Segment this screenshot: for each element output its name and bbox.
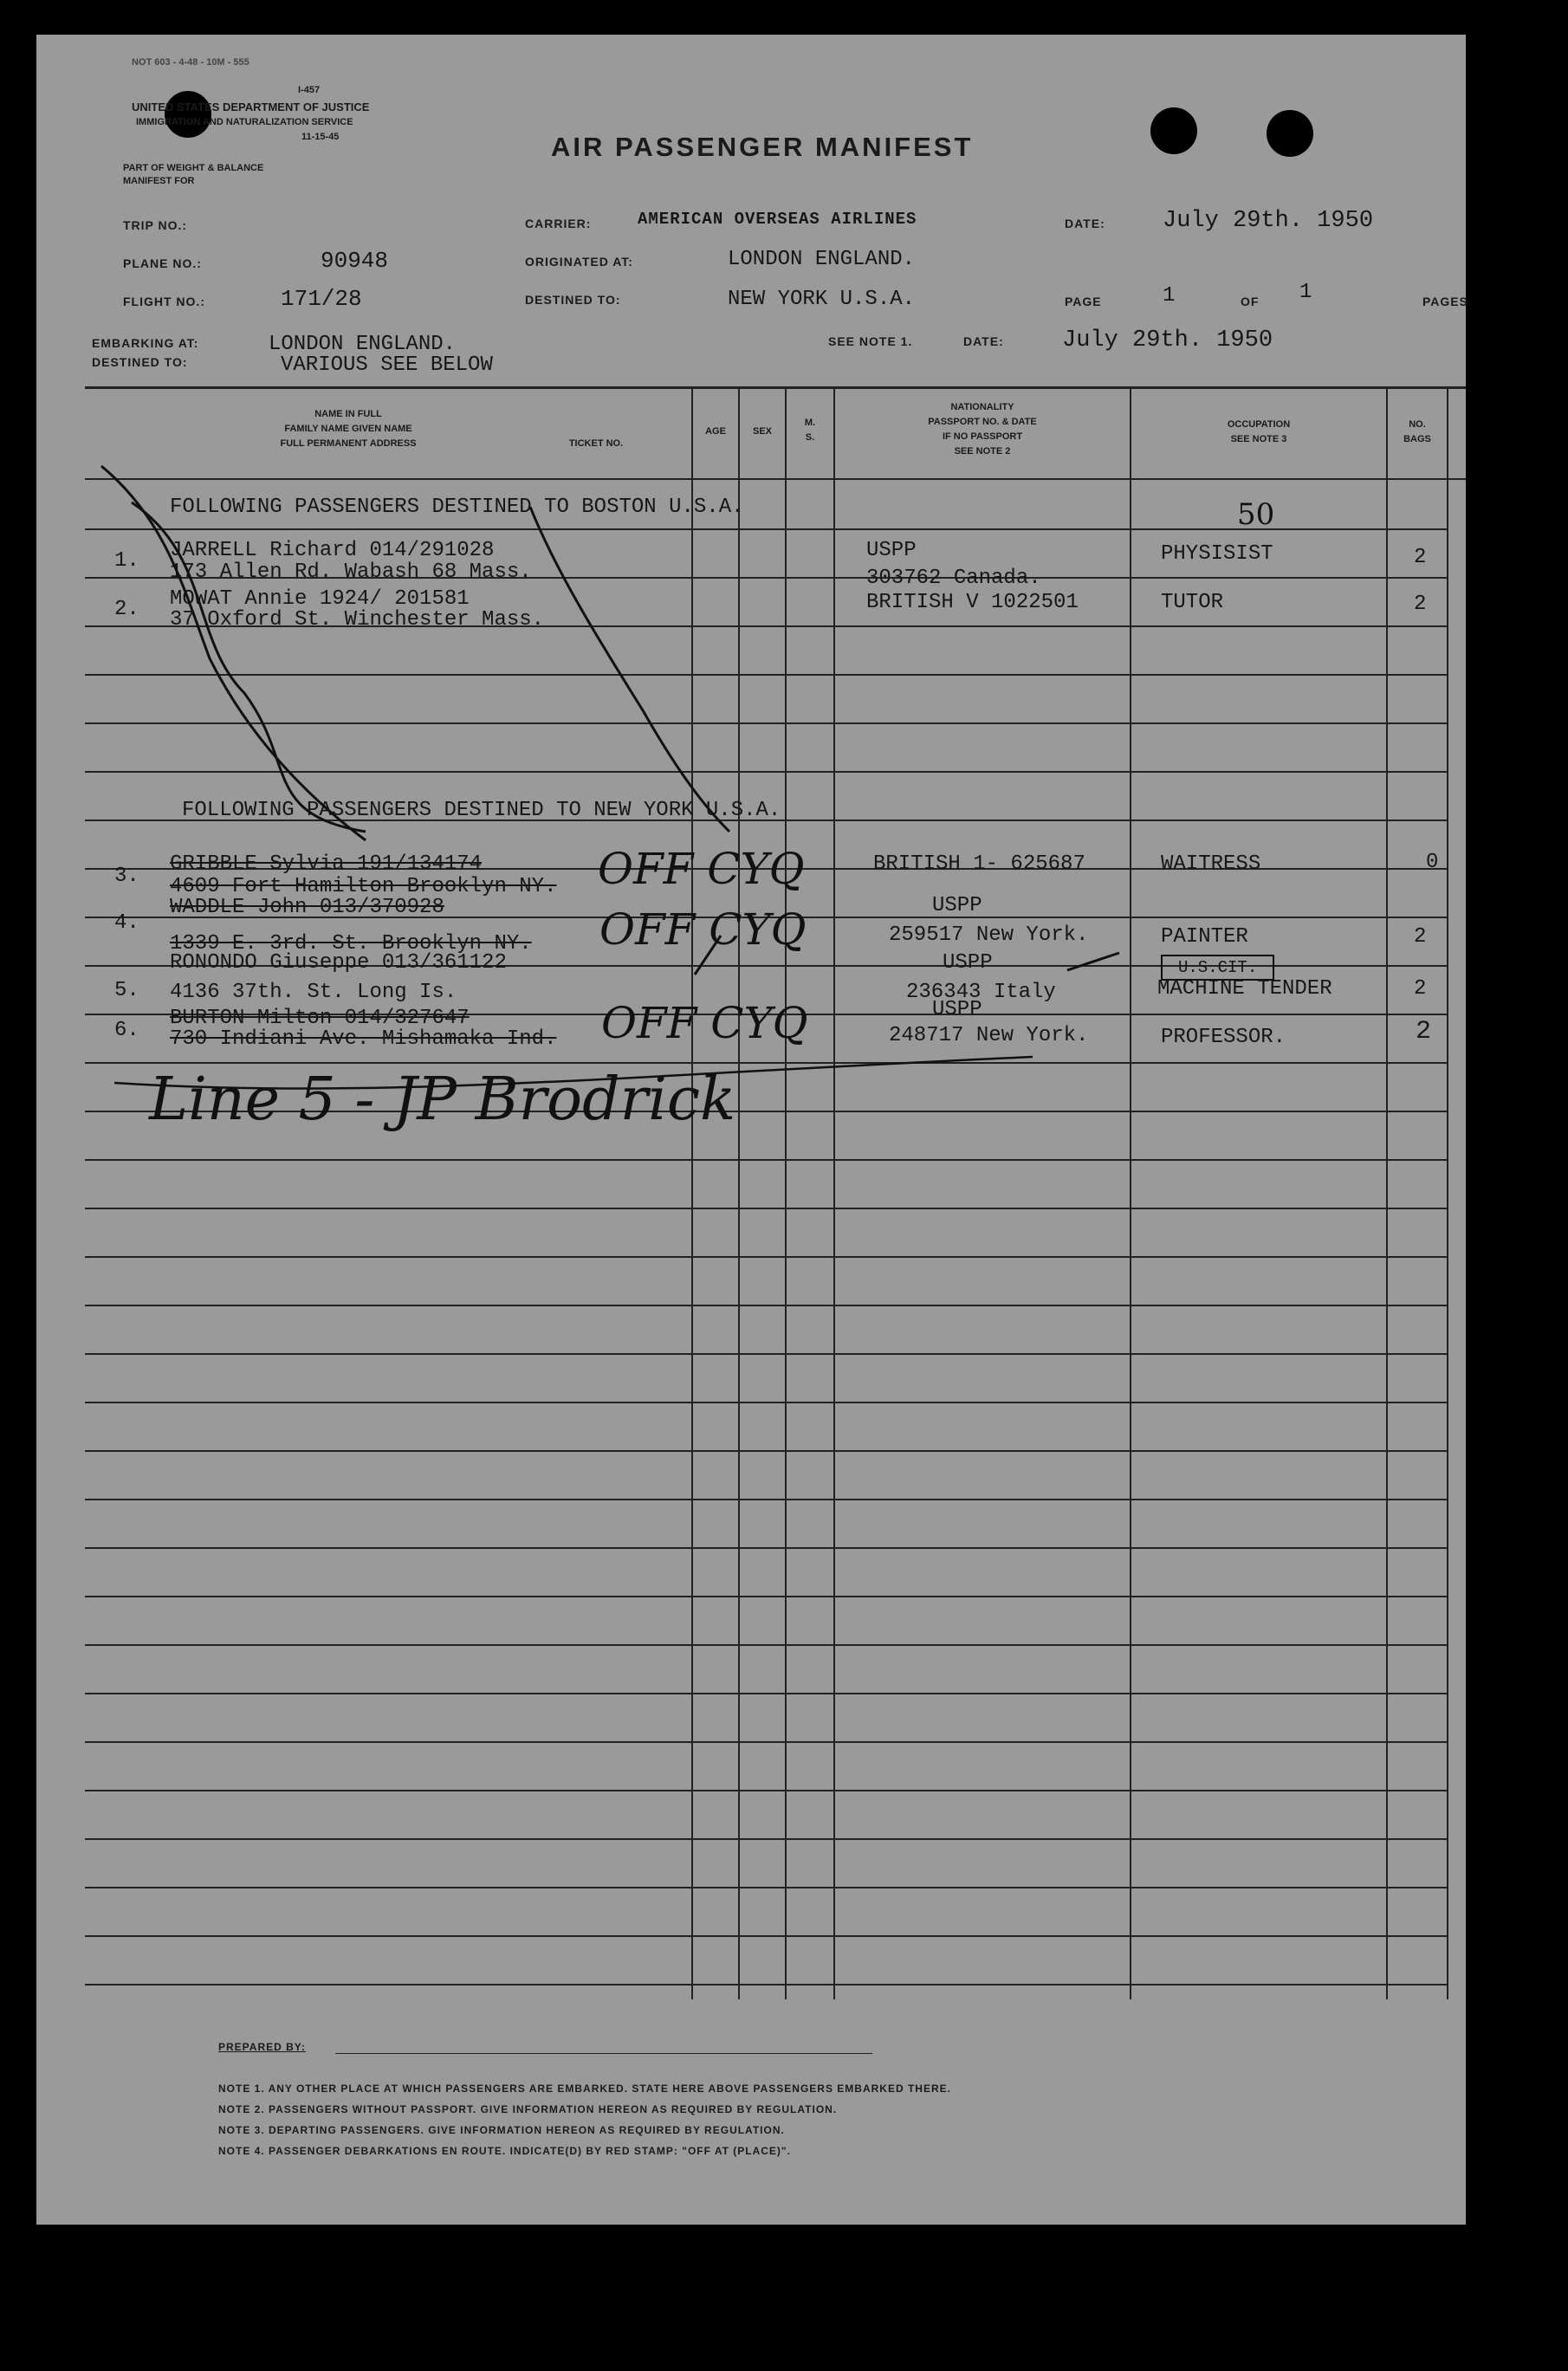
col-header-ms-line1: M. [804, 418, 816, 428]
col-header-nat-line3: IF NO PASSPORT [942, 431, 1023, 442]
embarking-at-label: EMBARKING AT: [92, 336, 199, 350]
passenger-occupation: TUTOR [1161, 591, 1224, 614]
col-header-ms [787, 416, 833, 445]
punch-hole [1150, 107, 1197, 154]
col-divider-age [691, 386, 693, 1999]
date2-label: DATE: [963, 334, 1004, 348]
passenger-name: GRIBBLE Sylvia 191/134174 [170, 852, 483, 876]
boston-count: 50 [1237, 497, 1275, 532]
note-3: NOTE 3. DEPARTING PASSENGERS. GIVE INFORMATION HEREON AS REQUIRED BY REGULATION. [218, 2124, 785, 2136]
passenger-address: 730 Indiani Ave. Mishamaka Ind. [170, 1027, 557, 1051]
passenger-num: 1. [114, 549, 139, 573]
passenger-address: 4136 37th. St. Long Is. [170, 981, 457, 1004]
flight-no-value: 171/28 [281, 286, 362, 312]
col-header-nat-line4: SEE NOTE 2 [954, 446, 1011, 457]
passenger-bags: 2 [1414, 977, 1427, 1001]
date-label: DATE: [1065, 217, 1105, 230]
col-header-occ-line2: SEE NOTE 3 [1230, 434, 1287, 444]
col-header-name-line1: NAME IN FULL [314, 409, 382, 419]
department-name: UNITED STATES DEPARTMENT OF JUSTICE [132, 100, 370, 113]
passenger-num: 3. [114, 865, 139, 888]
weight-balance-line1: PART OF WEIGHT & BALANCE [123, 163, 264, 173]
table-row-rule [85, 1159, 1447, 1161]
passenger-nationality: USPP [932, 894, 982, 917]
prepared-by-line [335, 2053, 872, 2054]
passenger-nationality: BRITISH V 1022501 [866, 591, 1079, 614]
note-4: NOTE 4. PASSENGER DEBARKATIONS EN ROUTE. INDICATE(D) BY RED STAMP: "OFF AT (PLACE)". [218, 2145, 791, 2157]
page-value: 1 [1163, 284, 1176, 308]
col-header-nat-line1: NATIONALITY [950, 402, 1014, 412]
originated-at-value: LONDON ENGLAND. [728, 248, 916, 271]
passenger-bags: 0 [1426, 851, 1439, 874]
table-row-rule [85, 1305, 1447, 1306]
off-stamp: OFF CYQ [598, 844, 805, 894]
passenger-num: 4. [114, 911, 139, 935]
passenger-passport: 259517 New York. [889, 923, 1089, 947]
passenger-address: 1339 E. 3rd. St. Brooklyn NY. [170, 932, 532, 956]
passenger-bags: 2 [1414, 925, 1427, 949]
passenger-num: 2. [114, 598, 139, 621]
pen-stroke [1067, 953, 1119, 970]
col-header-name [210, 407, 487, 451]
col-header-sex: SEX [752, 426, 772, 437]
passenger-nationality: BRITISH 1- 625687 [873, 852, 1085, 876]
note-2: NOTE 2. PASSENGERS WITHOUT PASSPORT. GIVE INFORMATION HEREON AS REQUIRED BY REGULATION. [218, 2103, 838, 2115]
table-row-rule [85, 1596, 1447, 1597]
pages-label: PAGES [1422, 295, 1468, 308]
table-row-rule [85, 674, 1447, 676]
us-citizen-stamp: U.S.CIT. [1161, 955, 1274, 981]
passenger-address: 4609 Fort Hamilton Brooklyn NY. [170, 875, 557, 898]
table-row-rule [85, 1208, 1447, 1209]
passenger-nationality: USPP [932, 998, 982, 1021]
pen-stroke [530, 507, 729, 832]
col-header-ms-line2: S. [805, 432, 815, 443]
see-note-label: SEE NOTE 1. [828, 334, 913, 348]
table-row-rule [85, 1499, 1447, 1500]
date2-value: July 29th. 1950 [1062, 327, 1273, 353]
table-row-rule [85, 1644, 1447, 1646]
col-divider-right [1447, 386, 1448, 1999]
col-divider-sex [738, 386, 740, 1999]
punch-hole [1267, 110, 1313, 157]
col-divider-occupation [1130, 386, 1131, 1999]
trip-no-label: TRIP NO.: [123, 218, 188, 232]
col-divider-bags [1386, 386, 1388, 1999]
of-label: OF [1241, 295, 1260, 308]
col-header-name-line3: FULL PERMANENT ADDRESS [280, 438, 417, 449]
date-value: July 29th. 1950 [1163, 208, 1374, 234]
table-row-rule [85, 1353, 1447, 1355]
originated-at-label: ORIGINATED AT: [525, 255, 633, 269]
service-name: IMMIGRATION AND NATURALIZATION SERVICE [136, 117, 353, 127]
col-header-ticket: TICKET NO. [568, 438, 624, 449]
col-header-occ-line1: OCCUPATION [1227, 419, 1291, 430]
flight-no-label: FLIGHT NO.: [123, 295, 205, 308]
col-header-nationality [835, 400, 1130, 459]
col-header-bags [1388, 418, 1447, 447]
plane-no-value: 90948 [321, 248, 389, 274]
manifest-sheet [36, 35, 1466, 2225]
carrier-label: CARRIER: [525, 217, 592, 230]
col-header-bags-line2: BAGS [1403, 434, 1431, 444]
passenger-name: MOWAT Annie 1924/ 201581 [170, 587, 470, 611]
col-divider-nationality [833, 386, 835, 1999]
passenger-passport: 303762 Canada. [866, 567, 1041, 590]
table-row-rule [85, 1402, 1447, 1403]
destined-to-2-value: VARIOUS SEE BELOW [281, 353, 493, 377]
form-date: 11-15-45 [301, 132, 340, 142]
table-row-rule [85, 1062, 1447, 1064]
passenger-bags: 2 [1416, 1017, 1432, 1046]
passenger-name: WADDLE John 013/370928 [170, 896, 444, 919]
passenger-occupation: PHYSISIST [1161, 542, 1273, 566]
passenger-bags: 2 [1414, 593, 1427, 616]
passenger-passport: 248717 New York. [889, 1024, 1089, 1047]
boston-heading: FOLLOWING PASSENGERS DESTINED TO BOSTON U.S.A. [170, 496, 744, 519]
passenger-name: BURTON Milton 014/327647 [170, 1007, 470, 1030]
passenger-occupation: MACHINE TENDER [1157, 977, 1332, 1001]
table-row-rule [85, 722, 1447, 724]
table-row-rule [85, 1693, 1447, 1694]
table-row-rule [85, 1790, 1447, 1791]
table-row-rule [85, 1256, 1447, 1258]
passenger-name: JARRELL Richard 014/291028 [170, 539, 495, 562]
passenger-passport: 236343 Italy [906, 981, 1056, 1004]
passenger-occupation: WAITRESS [1161, 852, 1261, 876]
passenger-name: RONONDO Giuseppe 013/361122 [170, 951, 507, 975]
passenger-address: 173 Allen Rd. Wabash 68 Mass. [170, 560, 532, 584]
off-stamp: OFF CYQ [601, 998, 808, 1048]
passenger-occupation: PROFESSOR. [1161, 1026, 1286, 1049]
passenger-nationality: USPP [866, 539, 917, 562]
table-row-rule [85, 1741, 1447, 1743]
table-row-rule [85, 1838, 1447, 1840]
table-row-rule [85, 1450, 1447, 1452]
page-title: AIR PASSENGER MANIFEST [551, 132, 974, 162]
newyork-heading: FOLLOWING PASSENGERS DESTINED TO NEW YORK U.S.A. [182, 799, 781, 822]
embarking-at-value: LONDON ENGLAND. [269, 333, 457, 356]
passenger-occupation: PAINTER [1161, 925, 1248, 949]
destined-to-2-label: DESTINED TO: [92, 355, 188, 369]
of-value: 1 [1299, 281, 1312, 304]
off-stamp: OFF CYQ [599, 904, 807, 955]
table-row-rule [85, 1887, 1447, 1888]
col-header-occupation [1131, 418, 1386, 447]
page-label: PAGE [1065, 295, 1102, 308]
passenger-num: 5. [114, 979, 139, 1002]
carrier-value: AMERICAN OVERSEAS AIRLINES [638, 210, 917, 229]
destined-to-label: DESTINED TO: [525, 293, 621, 307]
passenger-nationality: USPP [943, 951, 993, 975]
passenger-address: 37 Oxford St. Winchester Mass. [170, 608, 545, 632]
form-code: NOT 603 - 4-48 - 10M - 555 [132, 57, 249, 68]
table-top-rule [85, 386, 1466, 389]
note-1: NOTE 1. ANY OTHER PLACE AT WHICH PASSENGERS ARE EMBARKED. STATE HERE ABOVE PASSENGERS EMBARKED THERE. [218, 2083, 951, 2095]
col-divider-ms [785, 386, 787, 1999]
col-header-age: AGE [705, 426, 726, 437]
table-row-rule [85, 1547, 1447, 1549]
passenger-bags: 2 [1414, 546, 1427, 569]
col-header-nat-line2: PASSPORT NO. & DATE [928, 417, 1037, 427]
pen-stroke [101, 466, 366, 840]
punch-hole [165, 91, 211, 138]
weight-balance-line2: MANIFEST FOR [123, 176, 195, 186]
plane-no-label: PLANE NO.: [123, 256, 202, 270]
prepared-by-label: PREPARED BY: [218, 2041, 306, 2053]
signature-line: Line 5 - JP Brodrick [149, 1066, 736, 1134]
form-number: I-457 [298, 85, 321, 95]
table-row-rule [85, 1935, 1447, 1937]
passenger-num: 6. [114, 1019, 139, 1042]
table-row-rule [85, 1984, 1447, 1986]
col-header-name-line2: FAMILY NAME GIVEN NAME [284, 424, 412, 434]
destined-to-value: NEW YORK U.S.A. [728, 288, 916, 311]
table-row-rule [85, 771, 1447, 773]
table-header-rule [85, 478, 1466, 480]
col-header-bags-line1: NO. [1409, 419, 1426, 430]
